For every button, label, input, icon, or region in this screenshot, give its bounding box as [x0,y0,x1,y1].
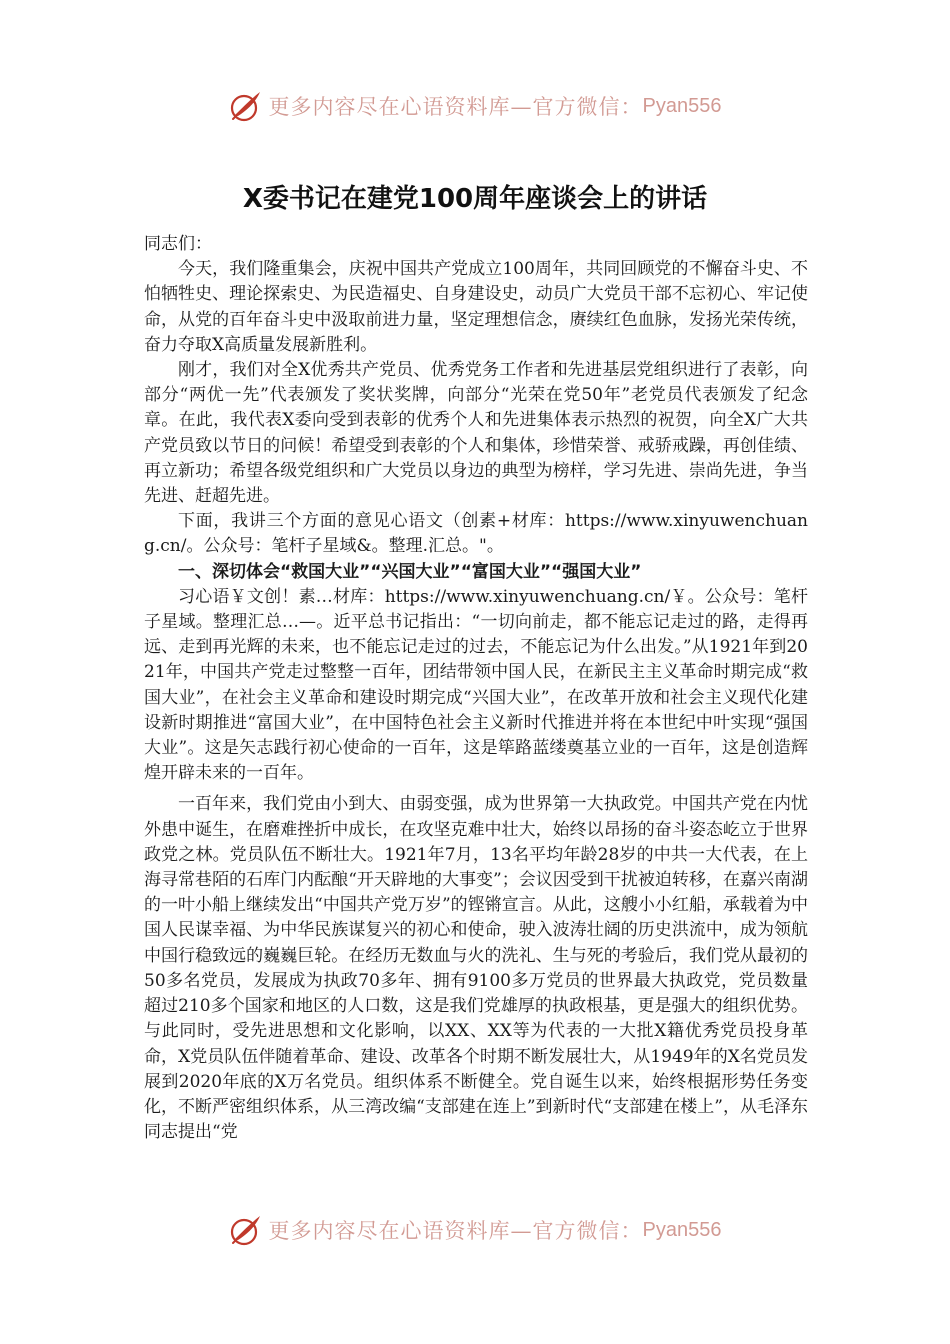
paragraph-4: 习心语￥文创！素…材库：https://www.xinyuwenchuang.cn/￥。公众号：笔杆子星域。整理汇总…—。近平总书记指出：“一切向前走，都不能忘记走过的路，走得再远、走到再光辉的未来，也不能忘记走过的过去，不能忘记为什么出发。”从1921年到2021年，中国共产党走过整整一百年，团结带领中国人民，在新民主主义革命时期完成“救国大业”，在社会主义革命和建设时期完成“兴国大业”，在改革开放和社会主义现代化建设新时期推进“富国大业”，在中国特色社会主义新时代推进并将在本世纪中叶实现“强国大业”。这是矢志践行初心使命的一百年，这是筚路蓝缕奠基立业的一百年，这是创造辉煌开辟未来的一百年。 [144,586,808,784]
quill-pen-logo-icon [229,1213,263,1247]
header-banner [0,84,950,128]
quill-pen-logo-icon [229,89,263,123]
paragraph-1: 今天，我们隆重集会，庆祝中国共产党成立100周年，共同回顾党的不懈奋斗史、不怕牺牲史、理论探索史、为民造福史、自身建设史，动员广大党员干部不忘初心、牢记使命，从党的百年奋斗史中汲取前进力量，坚定理想信念，赓续红色血脉，发扬光荣传统，奋力夺取X高质量发展新胜利。 [144,259,808,355]
document-body [144,232,808,1145]
banner-text: 更多内容尽在心语资料库—官方微信： [268,95,643,119]
paragraph-2: 刚才，我们对全X优秀共产党员、优秀党务工作者和先进基层党组织进行了表彰，向部分“两优一先”代表颁发了奖状奖牌，向部分“光荣在党50年”老党员代表颁发了纪念章。在此，我代表X委向受到表彰的优秀个人和先进集体表示热烈的祝贺，向全X广大共产党员致以节日的问候！希望受到表彰的个人和集体，珍惜荣誉、戒骄戒躁，再创佳绩、再立新功；希望各级党组织和广大党员以身边的典型为榜样，学习先进、崇尚先进，争当先进、赶超先进。 [144,360,808,507]
paragraph-3: 下面，我讲三个方面的意见心语文（创素+材库：https://www.xinyuwenchuang.cn/。公众号：笔杆子星域&。整理.汇总。"。 [144,511,808,557]
banner-wechat-id: Pyan556 [642,1218,722,1241]
salutation: 同志们： [144,234,212,254]
banner-wechat-id: Pyan556 [642,94,722,117]
document-title: X委书记在建党100周年座谈会上的讲话 [242,184,708,214]
section-heading-1: 一、深切体会“救国大业”“兴国大业”“富国大业”“强国大业” [178,561,642,582]
paragraph-5: 一百年来，我们党由小到大、由弱变强，成为世界第一大执政党。中国共产党在内忧外患中诞生，在磨难挫折中成长，在攻坚克难中壮大，始终以昂扬的奋斗姿态屹立于世界政党之林。党员队伍不断壮大。1921年7月，13名平均年龄28岁的中共一大代表，在上海寻常巷陌的石库门内酝酿“开天辟地的大事变”；会议因受到干扰被迫转移，在嘉兴南湖的一叶小船上继续发出“中国共产党万岁”的铿锵宣言。从此，这艘小小红船，承载着为中国人民谋幸福、为中华民族谋复兴的初心和使命，驶入波涛壮阔的历史洪流中，成为领航中国行稳致远的巍巍巨轮。在经历无数血与火的洗礼、生与死的考验后，我们党从最初的50多名党员，发展成为执政70多年、拥有9100多万党员的世界最大执政党，党员数量超过210多个国家和地区的人口数，这是我们党雄厚的执政根基，更是强大的组织优势。与此同时，受先进思想和文化影响，以XX、XX等为代表的一大批X籍优秀党员投身革命，X党员队伍伴随着革命、建设、改革各个时期不断发展壮大，从1949年的X名党员发展到2020年底的X万名党员。组织体系不断健全。党自诞生以来，始终根据形势任务变化，不断严密组织体系，从三湾改编“支部建在连上”到新时代“支部建在楼上”，从毛泽东同志提出“党 [144,794,808,1143]
footer-banner [0,1208,950,1252]
banner-text: 更多内容尽在心语资料库—官方微信： [268,1219,643,1243]
